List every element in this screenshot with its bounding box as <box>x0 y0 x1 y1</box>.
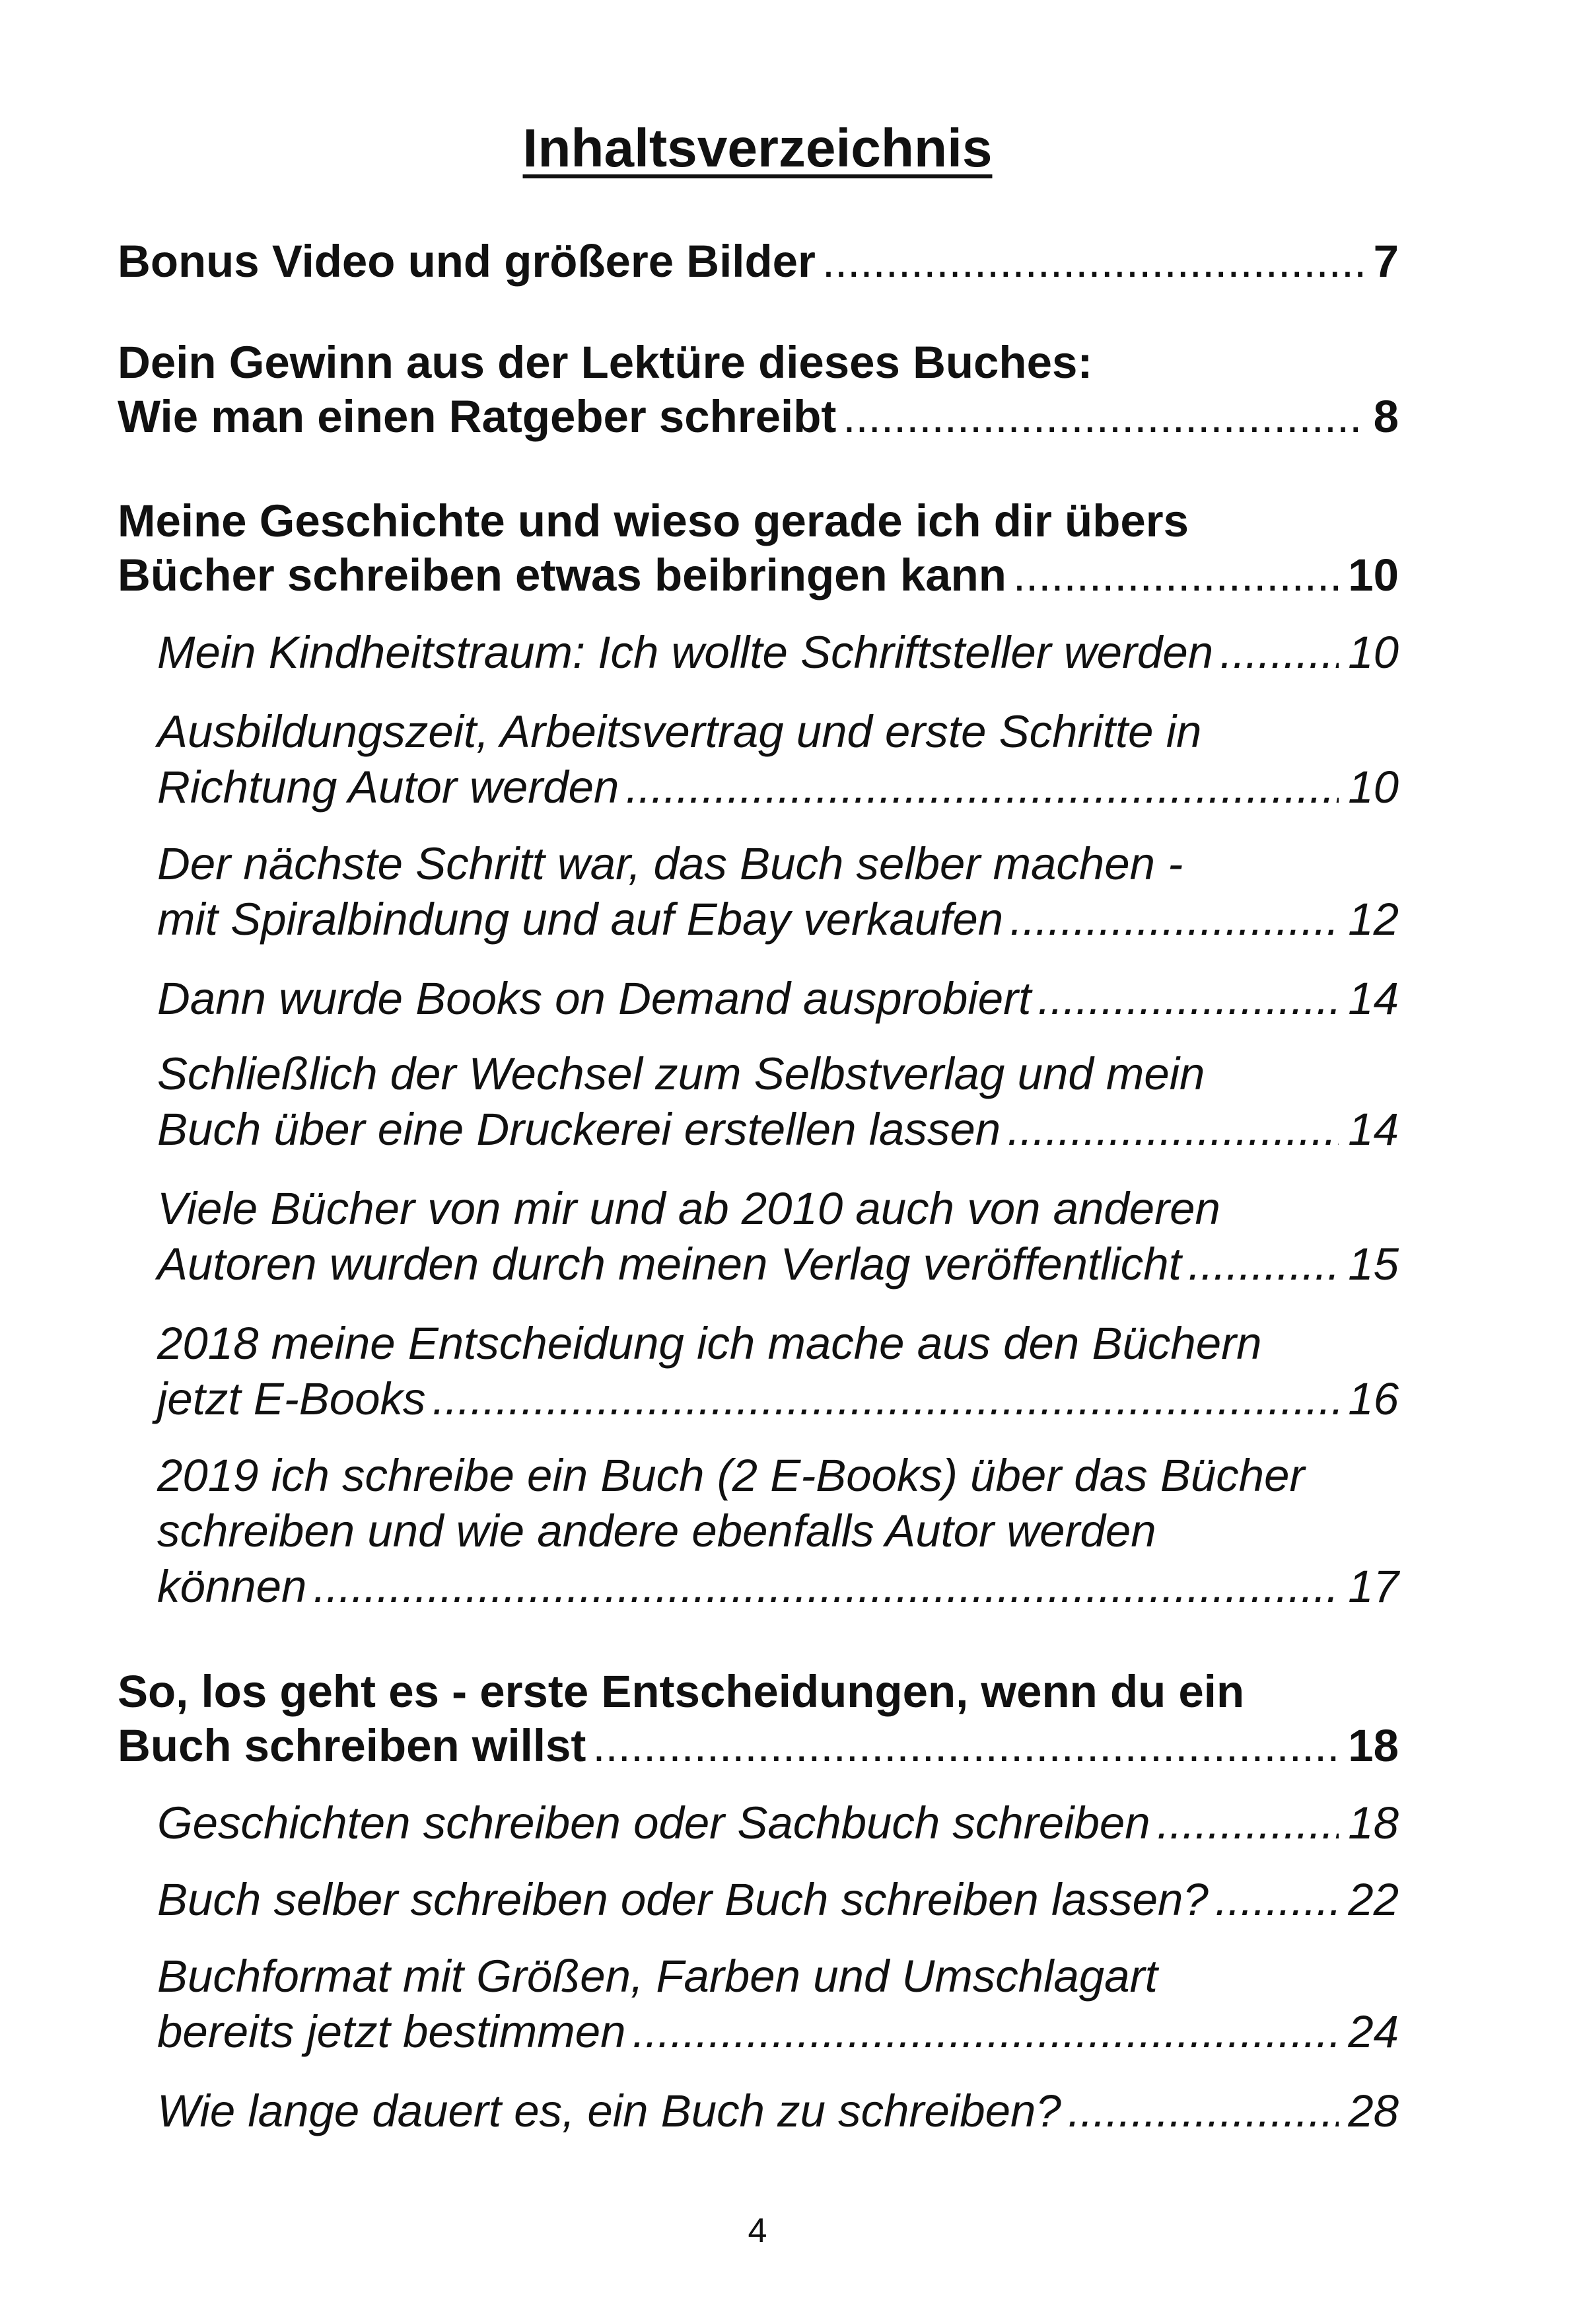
toc-entry-section[interactable] <box>157 1448 1399 1615</box>
toc-entry-title-line: bereits jetzt bestimmen <box>157 2006 626 2057</box>
toc-page-number: 14 <box>1348 973 1399 1024</box>
toc-entry-title-line: Der nächste Schritt war, das Buch selber machen - <box>157 838 1183 889</box>
toc-page-number: 18 <box>1348 1720 1399 1771</box>
toc-entry-section[interactable] <box>157 704 1399 815</box>
toc-page-number: 8 <box>1373 391 1399 442</box>
toc-page-number: 12 <box>1348 894 1399 945</box>
toc-entry-title-line: Richtung Autor werden <box>157 762 619 813</box>
toc-entry-section[interactable] <box>157 625 1399 680</box>
dot-leader <box>1157 1796 1339 1851</box>
dot-leader <box>1188 1237 1339 1292</box>
toc-entry-title-line: Autoren wurden durch meinen Verlag veröffentlicht <box>157 1239 1181 1289</box>
toc-entry-chapter[interactable] <box>118 336 1399 444</box>
toc-entry-section[interactable] <box>157 2084 1399 2139</box>
dot-leader <box>1068 2084 1339 2139</box>
dot-leader <box>1010 892 1339 947</box>
dot-leader <box>843 390 1364 444</box>
toc-page-number: 28 <box>1348 2086 1399 2136</box>
toc-entry-title-line: können <box>157 1561 307 1612</box>
toc-entry-title-line: Dein Gewinn aus der Lektüre dieses Buches: <box>118 337 1093 388</box>
toc-entry-title-line: jetzt E-Books <box>157 1373 426 1424</box>
page-title-text: Inhaltsverzeichnis <box>522 118 993 178</box>
toc-entry-title-line: Wie man einen Ratgeber schreibt <box>118 391 837 442</box>
toc-page-number: 16 <box>1348 1373 1399 1424</box>
toc-entry-title-line: Ausbildungszeit, Arbeitsvertrag und erste Schritte in <box>157 706 1202 757</box>
toc-entry-title-line: 2018 meine Entscheidung ich mache aus den Büchern <box>157 1318 1262 1369</box>
toc-entry-chapter[interactable] <box>118 235 1399 289</box>
toc-entry-title-line: Wie lange dauert es, ein Buch zu schreiben? <box>157 2086 1061 2136</box>
dot-leader <box>1220 625 1339 680</box>
toc-page-number: 22 <box>1348 1874 1399 1925</box>
toc-entry-title-line: Schließlich der Wechsel zum Selbstverlag und mein <box>157 1048 1205 1099</box>
toc-entry-title-line: Buch über eine Druckerei erstellen lassen <box>157 1104 1001 1155</box>
toc-entry-title-line: Mein Kindheitstraum: Ich wollte Schriftsteller werden <box>157 627 1214 678</box>
toc-entry-chapter[interactable] <box>118 494 1399 602</box>
toc-entry-section[interactable] <box>157 1872 1399 1928</box>
toc-page-number: 17 <box>1348 1561 1399 1612</box>
toc-page-number: 10 <box>1348 550 1399 600</box>
toc-entry-title-line: Bonus Video und größere Bilder <box>118 236 816 287</box>
dot-leader <box>1013 548 1339 602</box>
dot-leader <box>1007 1102 1339 1157</box>
page-title <box>0 112 1515 185</box>
dot-leader <box>592 1719 1339 1773</box>
toc-entry-title-line: So, los geht es - erste Entscheidungen, wenn du ein <box>118 1666 1245 1717</box>
toc-entry-title-line: Bücher schreiben etwas beibringen kann <box>118 550 1006 600</box>
toc-page-number: 24 <box>1348 2006 1399 2057</box>
dot-leader <box>822 235 1364 289</box>
toc-entry-section[interactable] <box>157 1046 1399 1157</box>
toc-entry-section[interactable] <box>157 971 1399 1027</box>
toc-entry-chapter[interactable] <box>118 1665 1399 1773</box>
toc-entry-section[interactable] <box>157 1181 1399 1292</box>
toc-entry-title-line: mit Spiralbindung und auf Ebay verkaufen <box>157 894 1004 945</box>
toc-entry-title-line: schreiben und wie andere ebenfalls Autor werden <box>157 1506 1156 1556</box>
dot-leader <box>632 2004 1339 2060</box>
dot-leader <box>1215 1872 1339 1928</box>
toc-entry-title-line: Buch schreiben willst <box>118 1720 586 1771</box>
toc-entry-title-line: 2019 ich schreibe ein Buch (2 E-Books) über das Bücher <box>157 1450 1305 1501</box>
toc-page-number: 14 <box>1348 1104 1399 1155</box>
toc-entry-title-line: Buchformat mit Größen, Farben und Umschlagart <box>157 1951 1158 2002</box>
toc-page-number: 15 <box>1348 1239 1399 1289</box>
dot-leader <box>625 760 1339 815</box>
dot-leader <box>313 1559 1339 1615</box>
toc-entry-title-line: Meine Geschichte und wieso gerade ich dir übers <box>118 495 1189 546</box>
toc-entry-title-line: Buch selber schreiben oder Buch schreiben lassen? <box>157 1874 1209 1925</box>
toc-entry-title-line: Viele Bücher von mir und ab 2010 auch von anderen <box>157 1183 1220 1234</box>
toc-page-number: 10 <box>1348 762 1399 813</box>
toc-page-number: 18 <box>1348 1797 1399 1848</box>
toc-entry-section[interactable] <box>157 1796 1399 1851</box>
toc-page-number: 7 <box>1373 236 1399 287</box>
toc-entry-section[interactable] <box>157 1316 1399 1427</box>
toc-entry-section[interactable] <box>157 1949 1399 2060</box>
dot-leader <box>1038 971 1339 1027</box>
toc-entry-section[interactable] <box>157 836 1399 947</box>
dot-leader <box>433 1371 1339 1427</box>
toc-page-number: 10 <box>1348 627 1399 678</box>
toc-entry-title-line: Geschichten schreiben oder Sachbuch schreiben <box>157 1797 1150 1848</box>
toc-entry-title-line: Dann wurde Books on Demand ausprobiert <box>157 973 1032 1024</box>
page-number-footer: 4 <box>748 2212 767 2250</box>
